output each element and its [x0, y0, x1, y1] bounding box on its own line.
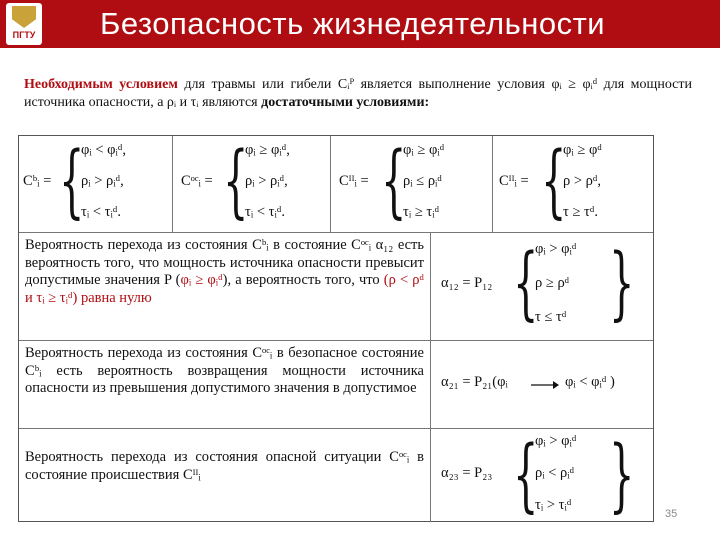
system-line: τᵢ ≥ τᵢᵈ [403, 204, 440, 220]
intro-highlight: Необходимым условием [24, 77, 178, 92]
left-brace-icon: { [513, 236, 539, 329]
table-row [19, 232, 653, 341]
system-line: τᵢ < τᵢᵈ. [81, 204, 121, 220]
formula-condition: φᵢ < φᵢᵈ ) [565, 374, 615, 390]
transition-table [18, 135, 654, 522]
system-label: Cᵒᶜᵢ = [181, 173, 213, 189]
formula-label: α₂₁ = P₂₁(φᵢ [441, 374, 508, 390]
system-cell [19, 136, 173, 232]
left-brace-icon: { [59, 134, 85, 227]
system-label: Cᴵᴵᵢ = [339, 173, 369, 189]
system-line: ρᵢ > ρᵢᵈ, [81, 173, 124, 189]
left-brace-icon: { [513, 428, 539, 521]
table-row [19, 136, 653, 232]
formula-line: ρᵢ < ρᵢᵈ [535, 465, 575, 481]
logo-text: ПГТУ [12, 30, 36, 40]
system-line: φᵢ ≥ φᵢᵈ, [245, 142, 290, 158]
slide-title: Безопасность жизнедеятельности [100, 6, 606, 41]
university-logo [6, 3, 42, 45]
left-brace-icon: { [381, 134, 407, 227]
description-cell [19, 233, 431, 341]
system-line: φᵢ ≥ φᵢᵈ [403, 142, 445, 158]
right-brace-icon: } [609, 236, 635, 329]
system-label: Cᵇᵢ = [23, 173, 52, 189]
description-cell [19, 429, 431, 522]
left-brace-icon: { [223, 134, 249, 227]
system-cell [331, 136, 493, 232]
formula-line: τ ≤ τᵈ [535, 309, 567, 325]
system-label: Cᴵᴵᵢ = [499, 173, 529, 189]
description-cell [19, 341, 431, 429]
arrow-icon [531, 379, 559, 391]
system-line: τ ≥ τᵈ. [563, 204, 598, 220]
formula-cell [431, 341, 653, 429]
transition-description: Вероятность перехода из состояния Cᵇᵢ в состояние Cᵒᶜᵢ α₁₂ есть вероятность того, что мощность источника опасности превысит допустимые значения P (φᵢ ≥ φᵢᵈ), а вероятность того, что (ρ < ρᵈ и τᵢ ≥ τᵢᵈ) равна нулю [25, 237, 424, 306]
table-row [19, 428, 653, 522]
system-line: ρ > ρᵈ, [563, 173, 602, 189]
formula-cell [431, 429, 653, 522]
intro-sufficient: достаточными условиями: [261, 95, 430, 110]
system-line: τᵢ < τᵢᵈ. [245, 204, 285, 220]
right-brace-icon: } [609, 428, 635, 521]
crest-icon [12, 6, 36, 28]
formula-line: τᵢ > τᵢᵈ [535, 497, 572, 513]
page-number: 35 [665, 508, 678, 520]
formula-line: ρ ≥ ρᵈ [535, 275, 570, 291]
transition-description: Вероятность перехода из состояния Cᵒᶜᵢ в безопасное состояние Cᵇᵢ есть вероятность возвращения мощности источника опасности из превышения допустимого значения в допустимое [25, 345, 424, 396]
transition-description: Вероятность перехода из состояния опасной ситуации Cᵒᶜᵢ в состояние происшествия Cᴵᴵᵢ [25, 449, 424, 483]
formula-label: α₂₃ = P₂₃ [441, 465, 493, 481]
formula-cell [431, 233, 653, 341]
system-line: φᵢ < φᵢᵈ, [81, 142, 127, 158]
formula-label: α₁₂ = P₁₂ [441, 275, 493, 291]
table-row [19, 340, 653, 429]
intro-paragraph [24, 76, 692, 112]
formula-line: φᵢ > φᵢᵈ [535, 241, 577, 257]
slide-header [0, 0, 720, 48]
system-line: φᵢ ≥ φᵈ [563, 142, 602, 158]
intro-text: для травмы или гибели Cᵢᴾ является выполнение условия φᵢ ≥ φᵢᵈ для мощности источника опасности, а ρᵢ и τᵢ являются [24, 77, 692, 110]
system-cell [493, 136, 653, 232]
formula-line: φᵢ > φᵢᵈ [535, 433, 577, 449]
system-line: ρᵢ ≤ ρᵢᵈ [403, 173, 442, 189]
system-line: ρᵢ > ρᵢᵈ, [245, 173, 288, 189]
system-cell [173, 136, 331, 232]
left-brace-icon: { [541, 134, 567, 227]
